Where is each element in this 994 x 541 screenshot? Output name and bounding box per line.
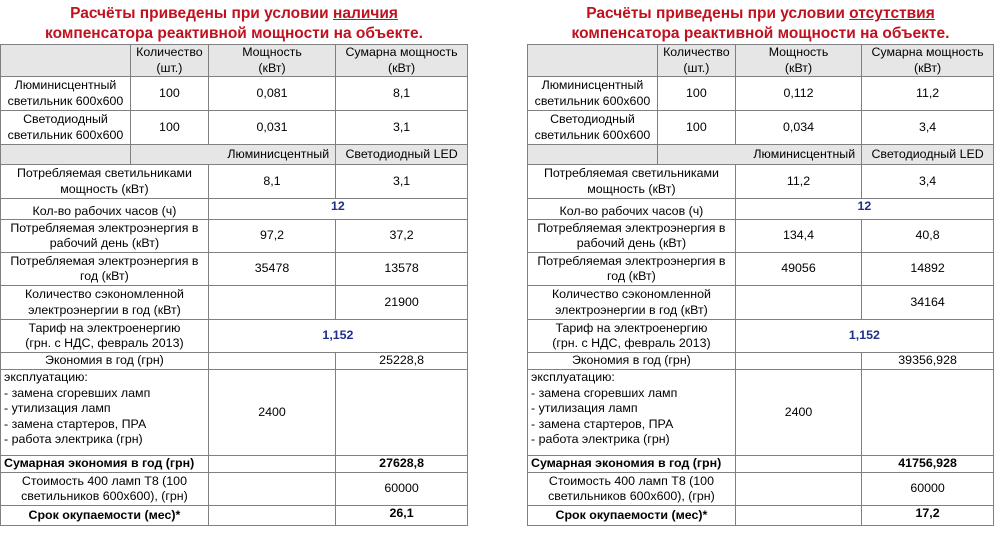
title-line1: Расчёты приведены при условии	[586, 5, 850, 22]
compare-header-row	[1, 145, 468, 165]
empty-cell	[208, 473, 335, 506]
compare-header-lum: Люминисцентный	[657, 145, 861, 165]
table-row	[1, 353, 468, 370]
maintenance-value: 2400	[208, 370, 335, 456]
row-label: Кол-во рабочих часов (ч)	[1, 199, 209, 220]
empty-cell	[208, 286, 335, 320]
row-label: Количество сэкономленной электроэнергии в год (кВт)	[1, 286, 209, 320]
header-power: Мощность (кВт)	[208, 45, 335, 77]
empty-cell	[336, 370, 468, 456]
table-row	[528, 456, 994, 473]
lamp-count: 100	[130, 77, 208, 111]
work-hours-value: 12	[735, 199, 993, 220]
table-row	[1, 165, 468, 199]
value-lum: 35478	[208, 253, 335, 286]
economy-year-value: 25228,8	[336, 353, 468, 370]
row-label: Потребляемая электроэнергия в год (кВт)	[1, 253, 209, 286]
row-label: Сумарная экономия в год (грн)	[528, 456, 736, 473]
lamp-name: Светодиодный светильник 600х600	[1, 111, 131, 145]
total-economy-value: 41756,928	[862, 456, 994, 473]
value-lum: 49056	[735, 253, 861, 286]
saved-energy-value: 34164	[862, 286, 994, 320]
row-label: Потребляемая электроэнергия в рабочий день (кВт)	[528, 220, 736, 253]
row-label: Количество сэкономленной электроэнергии в год (кВт)	[528, 286, 736, 320]
lamp-cost-value: 60000	[336, 473, 468, 506]
lamp-power: 0,031	[208, 111, 335, 145]
compare-empty	[528, 145, 658, 165]
value-led: 3,4	[862, 165, 994, 199]
title-line1: Расчёты приведены при условии	[70, 5, 333, 22]
header-row	[528, 45, 994, 77]
table-row	[528, 353, 994, 370]
value-led: 40,8	[862, 220, 994, 253]
row-label: Стоимость 400 ламп Т8 (100 светильников 600х600), (грн)	[1, 473, 209, 506]
table-row	[1, 320, 468, 353]
lamp-power: 0,034	[735, 111, 861, 145]
table-row	[528, 286, 994, 320]
empty-cell	[735, 456, 861, 473]
row-label: Тариф на электроенергию (грн. с НДС, февраль 2013)	[1, 320, 209, 353]
header-row	[1, 45, 468, 77]
header-total-power: Сумарна мощность (кВт)	[336, 45, 468, 77]
saved-energy-value: 21900	[336, 286, 468, 320]
value-led: 3,1	[336, 165, 468, 199]
tariff-value: 1,152	[208, 320, 467, 353]
value-lum: 11,2	[735, 165, 861, 199]
panel-title	[527, 0, 994, 44]
table-row	[528, 506, 994, 526]
empty-cell	[208, 353, 335, 370]
row-label: Кол-во рабочих часов (ч)	[528, 199, 736, 220]
lamp-name: Светодиодный светильник 600х600	[528, 111, 658, 145]
empty-cell	[862, 370, 994, 456]
row-label: Экономия в год (грн)	[1, 353, 209, 370]
header-empty	[528, 45, 658, 77]
panel-title	[0, 0, 468, 44]
empty-cell	[735, 506, 861, 526]
row-label: Сумарная экономия в год (грн)	[1, 456, 209, 473]
lamp-power: 0,112	[735, 77, 861, 111]
table-row	[1, 253, 468, 286]
table-row	[1, 77, 468, 111]
lamp-count: 100	[657, 111, 735, 145]
title-line2: компенсатора реактивной мощности на объекте.	[571, 25, 950, 42]
lamp-total: 3,4	[862, 111, 994, 145]
table-row	[528, 165, 994, 199]
empty-cell	[208, 456, 335, 473]
table-row	[528, 199, 994, 220]
lamp-total: 3,1	[336, 111, 468, 145]
table-row	[528, 77, 994, 111]
table-row	[1, 111, 468, 145]
panel-without-compensator	[527, 0, 994, 526]
lamp-count: 100	[657, 77, 735, 111]
empty-cell	[735, 473, 861, 506]
table-row	[528, 320, 994, 353]
header-count: Количество (шт.)	[130, 45, 208, 77]
value-led: 13578	[336, 253, 468, 286]
empty-cell	[735, 286, 861, 320]
empty-cell	[208, 506, 335, 526]
empty-cell	[735, 353, 861, 370]
header-power: Мощность (кВт)	[735, 45, 861, 77]
maintenance-label: эксплуатацию: - замена сгоревших ламп - утилизация ламп - замена стартеров, ПРА - работа электрика (грн)	[1, 370, 209, 456]
lamp-name: Люминисцентный светильник 600х600	[1, 77, 131, 111]
table-row	[1, 220, 468, 253]
lamp-cost-value: 60000	[862, 473, 994, 506]
header-empty	[1, 45, 131, 77]
header-count: Количество (шт.)	[657, 45, 735, 77]
value-lum: 134,4	[735, 220, 861, 253]
value-lum: 97,2	[208, 220, 335, 253]
table-row	[528, 111, 994, 145]
compare-header-led: Светодиодный LED	[862, 145, 994, 165]
table-row	[1, 506, 468, 526]
panel-with-compensator	[0, 0, 468, 526]
economy-year-value: 39356,928	[862, 353, 994, 370]
table-row	[1, 286, 468, 320]
table-row	[1, 199, 468, 220]
table-row	[528, 370, 994, 456]
row-label: Стоимость 400 ламп Т8 (100 светильников 600х600), (грн)	[528, 473, 736, 506]
header-total-power: Сумарна мощность (кВт)	[862, 45, 994, 77]
row-label: Срок окупаемости (мес)*	[1, 506, 209, 526]
row-label: Потребляемая светильниками мощность (кВт)	[1, 165, 209, 199]
table-row	[528, 253, 994, 286]
lamp-count: 100	[130, 111, 208, 145]
work-hours-value: 12	[208, 199, 467, 220]
maintenance-value: 2400	[735, 370, 861, 456]
total-economy-value: 27628,8	[336, 456, 468, 473]
row-label: Потребляемая электроэнергия в рабочий день (кВт)	[1, 220, 209, 253]
value-led: 14892	[862, 253, 994, 286]
value-led: 37,2	[336, 220, 468, 253]
lamp-power: 0,081	[208, 77, 335, 111]
calc-table	[0, 44, 468, 526]
lamp-total: 11,2	[862, 77, 994, 111]
title-highlight: отсутствия	[849, 5, 935, 22]
table-row	[528, 220, 994, 253]
table-row	[1, 456, 468, 473]
lamp-name: Люминисцентный светильник 600х600	[528, 77, 658, 111]
compare-empty	[1, 145, 131, 165]
row-label: Потребляемая электроэнергия в год (кВт)	[528, 253, 736, 286]
row-label: Экономия в год (грн)	[528, 353, 736, 370]
row-label: Потребляемая светильниками мощность (кВт)	[528, 165, 736, 199]
title-line2: компенсатора реактивной мощности на объекте.	[45, 25, 423, 42]
table-row	[1, 473, 468, 506]
value-lum: 8,1	[208, 165, 335, 199]
calc-table	[527, 44, 994, 526]
payback-value: 17,2	[862, 506, 994, 526]
row-label: Тариф на электроенергию (грн. с НДС, февраль 2013)	[528, 320, 736, 353]
compare-header-row	[528, 145, 994, 165]
compare-header-lum: Люминисцентный	[130, 145, 335, 165]
lamp-total: 8,1	[336, 77, 468, 111]
compare-header-led: Светодиодный LED	[336, 145, 468, 165]
maintenance-label: эксплуатацию: - замена сгоревших ламп - утилизация ламп - замена стартеров, ПРА - работа электрика (грн)	[528, 370, 736, 456]
table-row	[1, 370, 468, 456]
tariff-value: 1,152	[735, 320, 993, 353]
title-highlight: наличия	[332, 5, 398, 22]
payback-value: 26,1	[336, 506, 468, 526]
table-row	[528, 473, 994, 506]
row-label: Срок окупаемости (мес)*	[528, 506, 736, 526]
